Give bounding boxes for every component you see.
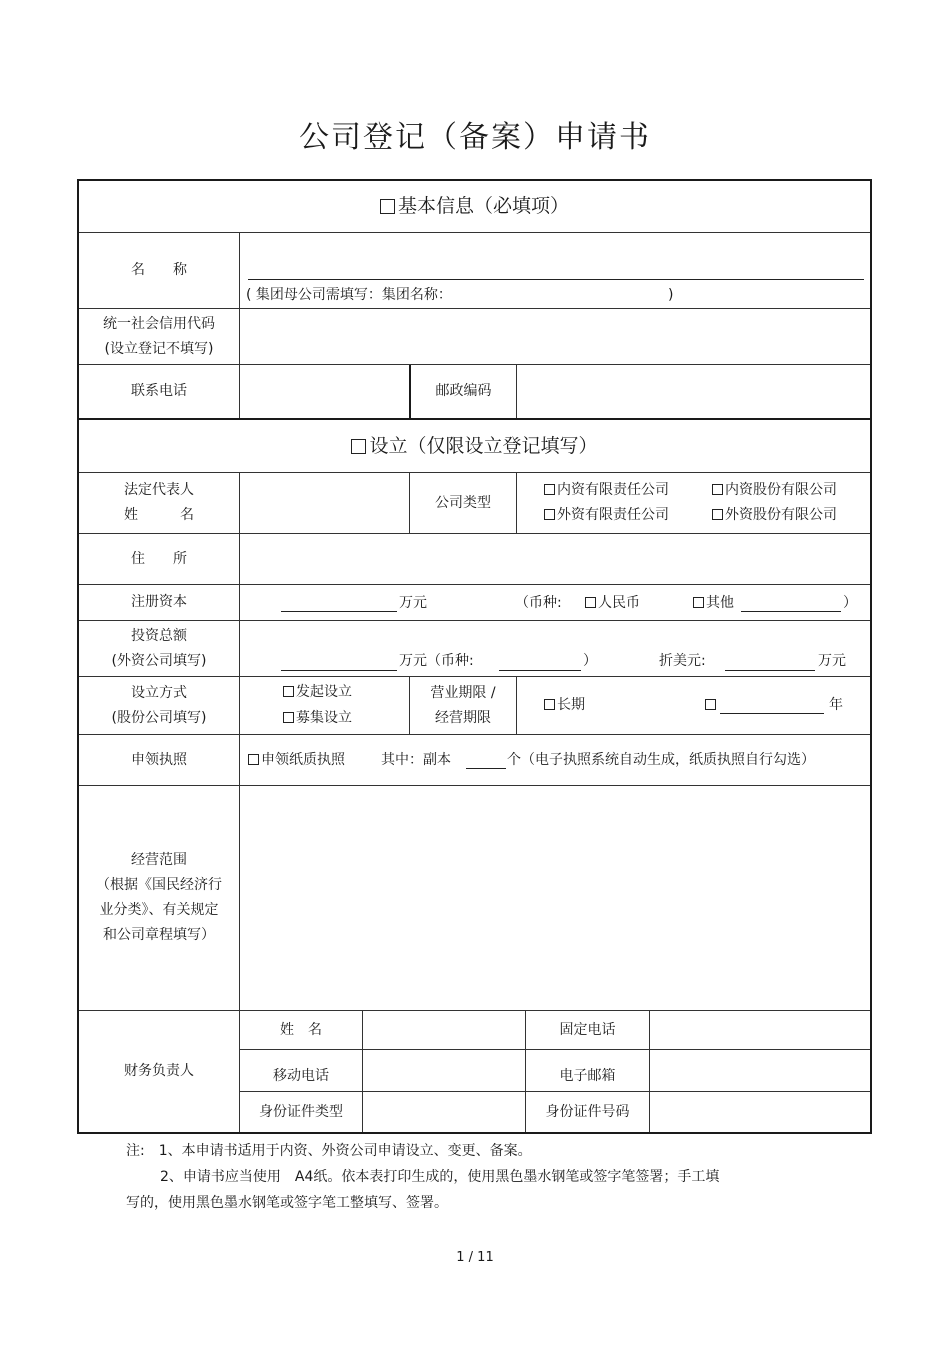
finance-label: 财务负责人: [124, 1063, 194, 1079]
legal-rep-input[interactable]: [240, 473, 409, 533]
method-option-raise[interactable]: 募集设立: [283, 708, 352, 728]
finance-fixed-phone-input[interactable]: [650, 1011, 870, 1049]
method-label-text: 设立方式: [131, 684, 187, 701]
section-setup-title: 设立（仅限设立登记填写）: [369, 434, 598, 457]
finance-email-label: 电子邮箱: [559, 1068, 616, 1084]
invest-currency-label: 万元（币种:: [399, 653, 474, 669]
credit-code-label-text: 统一社会信用代码: [103, 315, 215, 332]
postcode-label: 邮政编码: [435, 383, 492, 399]
license-paper-option[interactable]: 申领纸质执照: [248, 750, 345, 770]
type-option-domestic-jsc[interactable]: 内资股份有限公司: [712, 480, 837, 500]
note-line-1: 注: 1、本申请书适用于内资、外资公司申请设立、变更、备案。: [126, 1143, 532, 1159]
type-option-foreign-llc[interactable]: 外资有限责任公司: [544, 505, 669, 525]
legal-rep-label-line1: 法定代表人: [124, 482, 194, 498]
scope-input[interactable]: [240, 786, 870, 1010]
reg-capital-unit: 万元: [399, 595, 427, 611]
page-number: 1 / 11: [456, 1250, 494, 1265]
term-label-line2: 经营期限: [435, 709, 491, 726]
currency-other-blank[interactable]: [741, 611, 841, 612]
address-label: 住 所: [131, 550, 187, 567]
currency-other-option[interactable]: 其他: [693, 593, 734, 613]
invest-currency-blank[interactable]: [499, 670, 581, 671]
legal-rep-label-line2: 姓 名: [124, 507, 194, 523]
group-name-note-close: ): [668, 287, 674, 303]
section-basic-checkbox[interactable]: [380, 199, 395, 214]
group-name-note-open: ( 集团母公司需填写：集团名称：: [246, 287, 452, 303]
invest-label: [79, 621, 239, 676]
company-type-label: 公司类型: [435, 494, 491, 511]
type-option-foreign-jsc[interactable]: 外资股份有限公司: [712, 505, 837, 525]
finance-id-number-input[interactable]: [650, 1092, 870, 1132]
term-label-line1: 营业期限 /: [430, 684, 496, 701]
term-option-long[interactable]: 长期: [544, 695, 585, 715]
invest-label-note: (外资公司填写): [111, 652, 207, 669]
usd-unit: 万元: [818, 653, 846, 669]
scope-label-line3: 业分类》、有关规定: [99, 902, 219, 918]
reg-capital-close: ）: [843, 595, 857, 611]
finance-mobile-label: 移动电话: [273, 1068, 329, 1084]
finance-fixed-phone-label: 固定电话: [559, 1021, 616, 1038]
type-option-domestic-llc[interactable]: 内资有限责任公司: [544, 480, 669, 500]
section-basic-info-header: [79, 181, 870, 232]
license-note: 个（电子执照系统自动生成，纸质执照自行勾选）: [507, 752, 815, 768]
invest-amount-blank[interactable]: [281, 670, 397, 671]
reg-capital-currency-label: （币种:: [515, 595, 562, 611]
finance-email-input[interactable]: [650, 1050, 870, 1091]
credit-code-input[interactable]: [240, 309, 870, 364]
usd-amount-blank[interactable]: [725, 670, 815, 671]
currency-rmb-option[interactable]: 人民币: [585, 593, 640, 613]
legal-rep-label: [79, 473, 239, 533]
name-input[interactable]: [240, 233, 870, 279]
term-option-years[interactable]: [705, 695, 718, 715]
usd-label: 折美元:: [659, 653, 706, 669]
license-label: 申领执照: [131, 751, 187, 768]
note-line-2: 2、申请书应当使用 A4纸。依本表打印生成的，使用黑色墨水钢笔或签字笔签署；手工填: [160, 1169, 720, 1185]
finance-mobile-input[interactable]: [363, 1050, 525, 1091]
application-form-table: [77, 179, 872, 1134]
phone-input[interactable]: [240, 365, 409, 418]
term-years-blank[interactable]: [720, 713, 824, 714]
finance-id-number-label: 身份证件号码: [545, 1103, 630, 1120]
term-year-unit: 年: [829, 697, 843, 713]
invest-close: ）: [583, 653, 597, 669]
section-setup-checkbox[interactable]: [351, 439, 366, 454]
term-label: [410, 677, 516, 734]
section-setup-header: [79, 420, 870, 472]
name-label: 名 称: [131, 261, 187, 278]
finance-name-label: 姓 名: [280, 1021, 322, 1038]
credit-code-note: (设立登记不填写): [104, 340, 214, 357]
address-input[interactable]: [240, 534, 870, 584]
finance-name-input[interactable]: [363, 1011, 525, 1049]
postcode-input[interactable]: [517, 365, 870, 418]
invest-label-text: 投资总额: [131, 627, 187, 644]
credit-code-label: [79, 309, 239, 364]
scope-label-line4: 和公司章程填写）: [103, 927, 215, 943]
document-title: 公司登记（备案）申请书: [299, 120, 651, 155]
scope-label-line1: 经营范围: [131, 852, 187, 868]
license-copies-blank[interactable]: [466, 768, 506, 769]
method-option-sponsor[interactable]: 发起设立: [283, 682, 352, 702]
reg-capital-blank[interactable]: [281, 611, 397, 612]
scope-label: [79, 786, 239, 1010]
method-label: [79, 677, 239, 734]
method-label-note: (股份公司填写): [111, 709, 207, 726]
finance-id-type-input[interactable]: [363, 1092, 525, 1132]
note-line-3: 写的，使用黑色墨水钢笔或签字笔工整填写、签署。: [126, 1195, 448, 1211]
reg-capital-label: 注册资本: [131, 594, 187, 610]
finance-id-type-label: 身份证件类型: [259, 1103, 343, 1120]
scope-label-line2: （根据《国民经济行: [96, 877, 222, 893]
license-copies-label: 其中：副本: [381, 752, 451, 768]
section-basic-title: 基本信息（必填项）: [397, 195, 569, 217]
phone-label: 联系电话: [131, 383, 187, 399]
